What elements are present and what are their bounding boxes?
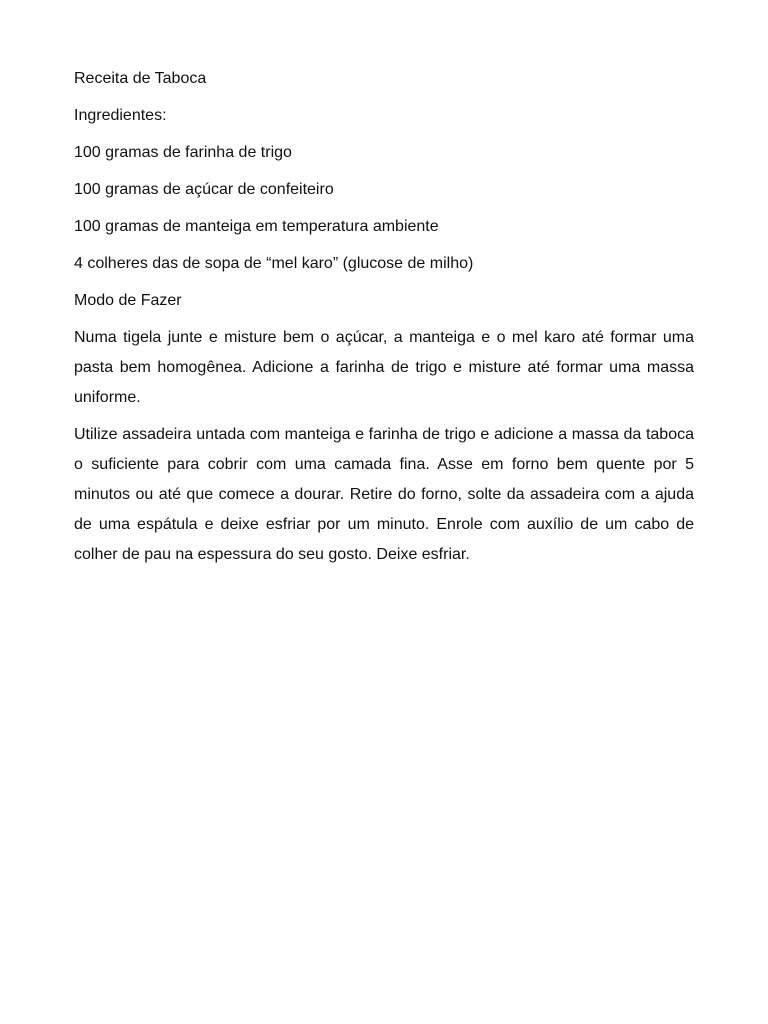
ingredient-item: 4 colheres das de sopa de “mel karo” (glucose de milho) [74, 255, 474, 272]
method-paragraph: Utilize assadeira untada com manteiga e farinha de trigo e adicione a massa da taboca o suficiente para cobrir com uma camada fina. Asse em forno bem quente por 5 minutos ou até que comece a dourar. Retire do forno, solte da assadeira com a ajuda de uma espátula e deixe esfriar por um minuto. Enrole com auxílio de um cabo de colher de pau na espessura do seu gosto. Deixe esfriar. [74, 426, 694, 563]
ingredient-item: 100 gramas de manteiga em temperatura ambiente [74, 218, 439, 235]
ingredient-item: 100 gramas de farinha de trigo [74, 144, 292, 161]
recipe-title: Receita de Taboca [74, 70, 207, 87]
method-paragraph: Numa tigela junte e misture bem o açúcar, a manteiga e o mel karo até formar uma pasta bem homogênea. Adicione a farinha de trigo e misture até formar uma massa uniforme. [74, 329, 694, 406]
document-page [74, 67, 694, 577]
ingredient-item: 100 gramas de açúcar de confeiteiro [74, 181, 334, 198]
method-heading: Modo de Fazer [74, 292, 182, 309]
ingredients-heading: Ingredientes: [74, 107, 167, 124]
